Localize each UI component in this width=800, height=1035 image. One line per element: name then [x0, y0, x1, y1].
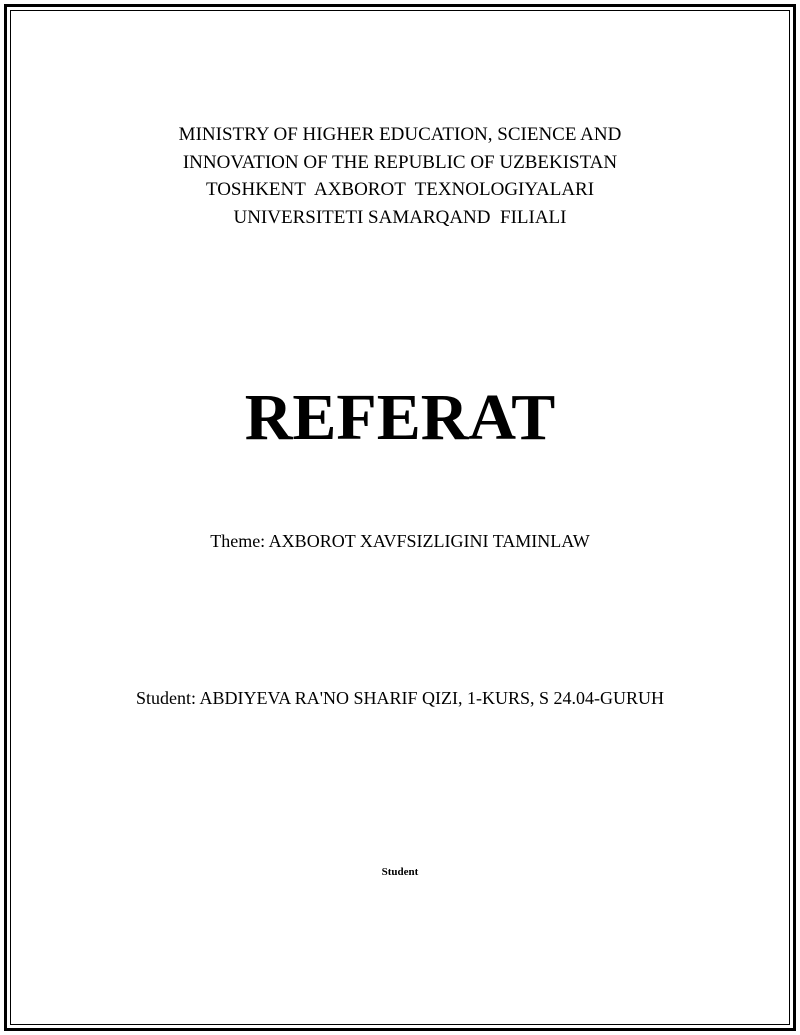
header-line-4: UNIVERSITETI SAMARQAND FILIALI	[233, 206, 567, 228]
student-footer-label: Student	[381, 866, 419, 878]
header-line-3: TOSHKENT AXBOROT TEXNOLOGIYALARI	[205, 179, 595, 200]
header-line-1: MINISTRY OF HIGHER EDUCATION, SCIENCE AND	[178, 124, 622, 145]
theme-text: Theme: AXBOROT XAVFSIZLIGINI TAMINLAW	[210, 531, 590, 551]
document-title: REFERAT	[244, 381, 556, 454]
institution-header	[0, 121, 800, 231]
header-line-2: INNOVATION OF THE REPUBLIC OF UZBEKISTAN	[182, 151, 618, 173]
student-info: Student: ABDIYEVA RA'NO SHARIF QIZI, 1-KURS, S 24.04-GURUH	[136, 688, 664, 708]
